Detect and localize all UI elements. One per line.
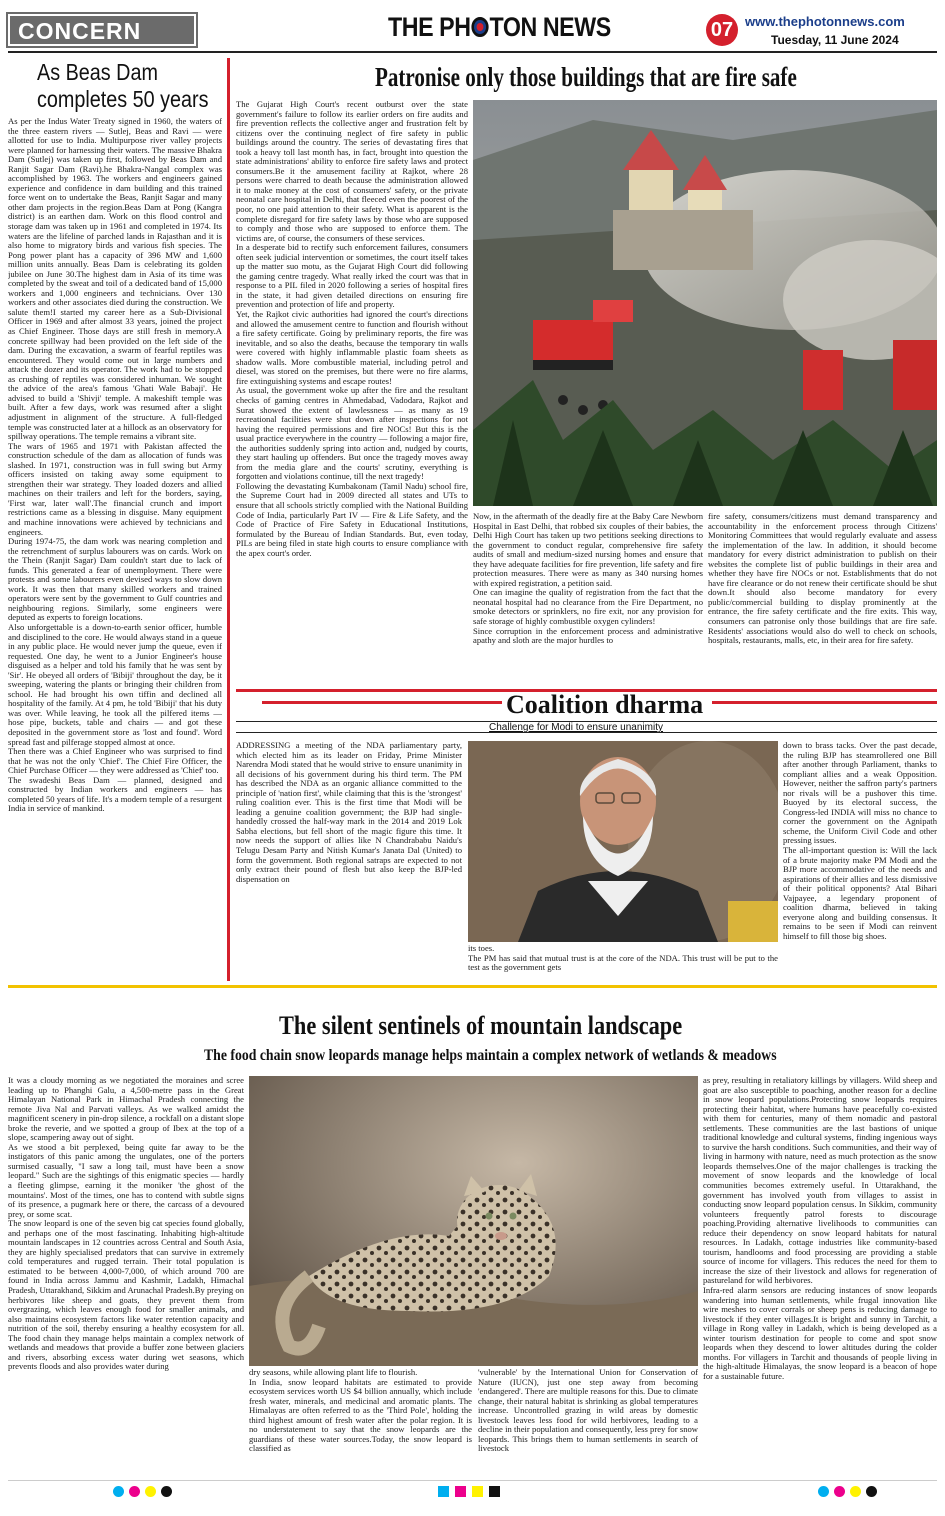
leopard-column-3	[478, 1368, 698, 1472]
beas-paragraph: The swadeshi Beas Dam — planned, designed and constructed by Indian workers and engineers — has completed 50 years of life. It's a modern temple of a resurgent India in service of mankind.	[8, 774, 222, 814]
headline-bar-left	[262, 701, 502, 704]
section-rule-yellow	[8, 985, 937, 988]
beas-headline-line2: completes 50 years	[37, 86, 209, 112]
masthead-right: TON NEWS	[489, 12, 611, 42]
section-tab	[8, 14, 196, 46]
leopard-subhead: The food chain snow leopards manage helps maintain a complex network of wetlands & meadows	[204, 1047, 777, 1064]
page-number: 07	[706, 14, 738, 46]
coalition-column-2	[468, 944, 778, 981]
fire-column-2	[473, 512, 703, 684]
portrait-photo	[468, 741, 778, 942]
cmyk-squares-center	[438, 1486, 500, 1497]
magenta-dot-icon	[834, 1486, 845, 1497]
masthead-left: THE PH	[388, 12, 471, 42]
leopard-headline: The silent sentinels of mountain landscape	[279, 1011, 683, 1040]
masthead	[388, 12, 611, 43]
cyan-dot-icon	[818, 1486, 829, 1497]
beas-article	[8, 117, 222, 981]
leopard-paragraph: Infra-red alarm sensors are reducing instances of snow leopards wandering into human settlements, while frugal innovation like wire meshes to cover corrals or sheep pens is reducing damage to livestock if they enter villages.It is bright and sunny in Tarchit, a village in Rong valley in Ladakh, which is being developed as a winter tourism destination for people to come and spot snow leopards when they descend to lower altitudes during the colder months. For villagers in Tarchit and thousands of people living in the high-altitude Himalayas, the snow leopard is a beacon of hope for a sustainable future.	[703, 1285, 937, 1381]
site-link[interactable]: www.thephotonnews.com	[745, 14, 905, 29]
coalition-headline: Coalition dharma	[506, 690, 704, 719]
coalition-subhead: Challenge for Modi to ensure unanimity	[489, 722, 663, 733]
fire-column-1	[236, 100, 468, 684]
black-square-icon	[489, 1486, 500, 1497]
leopard-paragraph: 'vulnerable' by the International Union for Conservation of Nature (IUCN), just one step away from becoming 'endangered'. There are multiple reasons for this. Due to climate change, their natural habitat is shrinking as global temperatures increase. Uncontrolled grazing in wild areas by domestic livestock leaves less food for wild herbivores, leading to a decline in their population and consequently, less prey for snow leopards. This brings them to human settlements in search of livestock	[478, 1368, 698, 1454]
leopard-paragraph: dry seasons, while allowing plant life to flourish.	[249, 1368, 418, 1377]
black-dot-icon	[161, 1486, 172, 1497]
header-rule	[8, 51, 937, 53]
leopard-column-2	[249, 1368, 472, 1472]
cmyk-dots-left	[113, 1486, 172, 1497]
leopard-column-1	[8, 1076, 244, 1472]
fire-paragraph: Now, in the aftermath of the deadly fire at the Baby Care Newborn Hospital in East Delhi, that robbed six couples of their babies, the Delhi High Court has taken up two petitions seeking directions to the government to conduct regular, comprehensive fire safety audits of small and medium-sized nursing homes and ensure that they have adequate facilities for fire prevention, life safety and fire protection measures. There were as many as 340 nursing homes with expired registration, a petition said.	[473, 512, 703, 588]
fire-paragraph: In a desperate bid to rectify such enforcement failures, consumers often seek judicial intervention or sometimes, the court itself takes up the matter suo motu, as the Gujarat High Court did following the gaming centre tragedy. What really irked the court was that in response to a PIL filed in 2020 following a series of hospital fires in the state, it had given detailed directions on ensuring fire prevention and protection of life and property.	[236, 242, 468, 310]
fire-paragraph: As usual, the government woke up after the fire and the resultant checks of gaming centres in Ahmedabad, Vadodara, Rajkot and Surat showed the extent of lawlessness — as many as 19 recreational facilities were shut down after inspections for not having the required permissions and fire NOCs! But this is the usual practice everywhere in the country — following a major fire, the authorities suddenly spring into action and, nudged by courts, they start hauling up offenders. But once the tragedy moves away from the media glare and the courts' scrutiny, everything is forgotten and violations continue, till the next tragedy!	[236, 385, 468, 482]
cyan-square-icon	[438, 1486, 449, 1497]
yellow-square-icon	[472, 1486, 483, 1497]
fire-paragraph: fire safety, consumers/citizens must demand transparency and accountability in the enforcement process through Citizens' Monitoring Committees that would regularly evaluate and assess the implementation of the law. In addition, it should become mandatory for every district administration to publish on their websites the complete list of public buildings in their area and whether they have fire NOCs or not. Establishments that do not have fire clearance or do not renew their certificate should be shut down.It should also become mandatory for every public/commercial building to display prominently at the entrance, the fire safety certificate and the fire exits. This way, consumers can patronise only those buildings that are fire safe. Residents' associations would also do well to check on schools, hospitals, restaurants, malls, etc, in their area for fire safety.	[708, 512, 937, 646]
yellow-dot-icon	[145, 1486, 156, 1497]
beas-paragraph: During 1974-75, the dam work was nearing completion and the retrenchment of surplus labourers was on cards. Work on the Thein (Ranjit Sagar) Dam couldn't start due to lack of funds. This generated a fear of unemployment. There were protests and some labourers even devised ways to slow down work. It was then that many skilled workers and trained operators were sent by the government to Gulf countries and neighbouring regions. Similarly, some engineers were deputed as experts to foreign locations.	[8, 536, 222, 623]
fire-paragraph: Following the devastating Kumbakonam (Tamil Nadu) school fire, the Supreme Court had in 2009 directed all states and UTs to ensure that all schools strictly complied with the National Building Code of India, particularly Part IV — Fire & Life Safety, and the Code of Practice of Fire Safety in Educational Institutions, formulated by the Bureau of Indian Standards. But, even today, PILs are being filed in state high courts to ensure compliance with the apex court's order.	[236, 480, 468, 558]
coalition-paragraph: its toes.	[468, 944, 495, 953]
coalition-paragraph: The PM has said that mutual trust is at the core of the NDA. This trust will be put to the test as the government gets	[468, 952, 778, 973]
fire-paragraph: Yet, the Rajkot civic authorities had ignored the court's directions and allowed the amusement centre to function and flourish without a fire safety certificate. Going by preliminary reports, the fire was inevitable, and so also the deaths, because the temporary tin walls were covered with highly inflammable plastic foam sheets as shadow walls. More combustible material, including petrol and diesel, was stored on the premises, but there were no fire alarms, fire extinguishing systems and escape routes!	[236, 309, 468, 386]
beas-headline-line1: As Beas Dam	[37, 59, 158, 85]
magenta-square-icon	[455, 1486, 466, 1497]
fire-paragraph: Since corruption in the enforcement process and administrative apathy and sloth are the major hurdles to	[473, 625, 703, 646]
beas-paragraph: As per the Indus Water Treaty signed in 1960, the waters of the three eastern rivers — Sutlej, Beas and Ravi — were allotted for use to India. Multipurpose river valley projects were planned for harnessing their waters. The massive Bhakra Dam (Sutlej) was taken up first, followed by Beas Dam and Ranjit Sagar Dam (Ravi).he Bhakra-Nangal complex was accomplished by 1963. The workers and engineers gained experience and confidence in dam building and this trained force went on to undertake the Beas, Ranjit Sagar and many other dam projects in the region.Beas Dam at Pong (Kangra district) is an earthen dam. Work on this flood control and storage dam was taken up in 1961 and completed in 1974. Its waters are the lifeline of parched lands in Rajasthan and it is also home to migratory birds and various fish species. The Pong power plant has a capacity of 396 MW and 1,600 million units annually. Beas Dam is celebrating its golden jubilee on June 30.The highest dam in Asia of its time was completed by the sweat and toil of a dedicated band of 15,000 workers and 1,000 engineers and technicians. Over 130 workers and other associates died during the construction. We salute them!I started my career here as a Sub-Divisional Officer in 1969 and after almost 33 years, joined the project as Chief Engineer. Those days are still fresh in memory.A concrete spillway had been provided on the left side of the dam. During the excavation, a swarm of fearful reptiles was encountered. They would come out in large numbers and attack the dozer and its operator. The work had to be stopped as crushing of reptiles was considered inhuman. We sought the advice of the area's famous 'Ghati Wale Babaji'. He advised to build a 'Shivji' temple. A makeshift temple was built. After a few days, work was resumed after a slight adjustment in alignment of the structure. A full-fledged temple was constructed later at a hillock as an observatory for spillway operations. The temple remains a vibrant site.	[8, 117, 222, 442]
beas-paragraph: Also unforgettable is a down-to-earth senior officer, humble and disciplined to the core. He would always stand in a queue in any public place. He would never jump the queue, even if requested. One day, he went to a Junior Engineer's house disguised as a helper and told his family that he was sent by 'Sir'. He obeyed all orders of 'Bibiji' throughout the day, be it sweeping, watering the plants or bringing their children from school. He had brought his own tiffin and declined all hospitality of the family. At 4 pm, he told 'Bibiji' that his duty was over. While leaving, he took all the pilfered items — hose pipe, buckets, table and chairs — and got these deposited in the government store as 'lost and found'. Word spread fast and pilferage stopped almost at once.	[8, 621, 222, 747]
magenta-dot-icon	[129, 1486, 140, 1497]
coalition-paragraph: ADDRESSING a meeting of the NDA parliamentary party, which elected him as its leader on Friday, Prime Minister Narendra Modi stated that he would strive to ensure unanimity in all decisions of his government during his third term. The PM has described the NDA as an organic alliance committed to the principle of 'nation first', while claiming that this is the 'strongest' ruling coalition ever. This is the first time that Modi will be leading a genuine coalition government; the BJP had single-handedly crossed the half-way mark in the 2014 and 2019 Lok Sabha elections, but fell short of the magic figure this time. It now needs the support of allies like N Chandrababu Naidu's Telugu Desam Party and Nitish Kumar's Janata Dal (United) to form the government. Both regional satraps are expected to not only extract their pound of flesh but also keep the BJP-led dispensation on	[236, 741, 462, 884]
fire-paragraph: The Gujarat High Court's recent outburst over the state government's failure to follow its earlier orders on fire audits and fire prevention reflects the collective anger and frustration felt by citizens over the continuing neglect of fire safety in public buildings around the country. The series of devastating fires that took a heavy toll last month has, in fact, brought into question the state administrations' ability to enforce fire safety laws and protect consumers.Be it the amusement facility at Rajkot, where 28 persons were charred to death because the administration allowed it to make money at the cost of consumers' safety, or the private neonatal care hospital in Delhi, that fleeced even the poorest of the poor, no one paid attention to their safety. What is apparent is the complete disregard for fire safety laws by those who are supposed to comply and those who are supposed to enforce them. The victims are, of course, the consumers of these services.	[236, 100, 468, 243]
yellow-dot-icon	[850, 1486, 861, 1497]
leopard-paragraph: The snow leopard is one of the seven big cat species found globally, and perhaps one of the most fascinating. Inhabiting high-altitude mountain landscapes in 12 countries across Central and South Asia, they are highly specialised predators that can survive in extremely cold temperatures and rugged terrain. Their total population is estimated to be between 4,000-7,000, of which around 700 are found in India across Jammu and Kashmir, Ladakh, Himachal Pradesh, Uttarakhand, Sikkim and Arunachal Pradesh.By preying on herbivores like sheep and goats, they prevent them from overgrazing, which leaves enough food for smaller animals, and also maintains ecosystem factors like water retention capacity and nutrition of the soil, thereby ensuring a healthy ecosystem for all. The food chain they manage helps maintain a complex network of wetlands and meadows that provide a buffer zone between glaciers and rivers, absorbing excess water during wet seasons, which prevents floods and also provides water during	[8, 1218, 244, 1372]
camera-lens-logo-icon	[471, 17, 488, 37]
issue-date: Tuesday, 11 June 2024	[771, 33, 899, 47]
coalition-column-3	[783, 741, 937, 981]
fire-scene-photo	[473, 100, 937, 506]
section-label: CONCERN	[18, 18, 142, 44]
leopard-column-4	[703, 1076, 937, 1472]
leopard-paragraph: As we stood a bit perplexed, being quite far away to be the instigators of this panic among the ungulates, one of the porters surmised casually, "I saw a long tail, must have been a snow leopard." Such are the sightings of this enigmatic species — hardly a fleeting glimpse, earning it the moniker 'the ghost of the mountains'. Most of the times, one has to contend with subtle signs of its presence, a pugmark here or there, the carcass of a devoured prey, or some scat.	[8, 1141, 244, 1219]
cmyk-dots-right	[818, 1486, 877, 1497]
snow-leopard-photo	[249, 1076, 698, 1366]
fire-headline: Patronise only those buildings that are fire safe	[375, 62, 797, 92]
coalition-paragraph: down to brass tacks. Over the past decade, the ruling BJP has steamrollered one Bill after another through Parliament, thanks to compliant allies and a weak Opposition. However, neither the saffron party's partners nor rivals will be a pushover this time. Buoyed by its electoral success, the Congress-led INDIA will miss no chance to corner the government on the Agnipath scheme, the Uniform Civil Code and other pressing issues.	[783, 741, 937, 846]
headline-bar-right	[712, 701, 937, 704]
fire-column-3	[708, 512, 937, 684]
beas-paragraph: Then there was a Chief Engineer who was surprised to find that he was not the only 'Chief'. The Chief Fire Officer, the Chief Purchase Officer — they were addressed as 'Chief' too.	[8, 746, 222, 776]
leopard-paragraph: as prey, resulting in retaliatory killings by villagers. Wild sheep and goat are also susceptible to poaching, another reason for a decline in snow leopard populations.Protecting snow leopards requires protecting their habitat, where humans have peacefully co-existed with them for centuries, many of them nomadic and pastoral settlements. These communities are the last bastions of unique traditional knowledge and cultural systems, finding ingenious ways to survive the harsh conditions. Such communities, and their way of living in harmony with nature, need as much protection as the snow leopards themselves.One of the major challenges is tracking the movement of snow leopards and the knowledge of local communities becomes extremely useful. In Uttarakhand, the government has involved youth from villages to assist in conducting snow leopard population census. In Sikkim, community volunteers frequently patrol forests to discourage poaching.Providing alternative livelihoods to communities can reduce their dependency on snow leopard habitats for natural resources. In Ladakh, cottage industries like community-based tourism, handlooms and food processing are providing a stable source of income for villagers. This reduces the need for them to increase the size of their livestock and allows for regeneration of pastureland for wild herbivores.	[703, 1076, 937, 1286]
coalition-paragraph: The all-important question is: Will the lack of a brute majority make PM Modi and the BJP more accommodative of the needs and aspirations of their allies and less dismissive of their political opponents? Atal Bihari Vajpayee, a legendary proponent of coalition dharma, believed in taking everyone along and building consensus. It remains to be seen if Modi can reinvent himself to fill those big shoes.	[783, 845, 937, 941]
leopard-paragraph: It was a cloudy morning as we negotiated the moraines and scree leading up to Phanghi Galu, a 4,500-metre pass in the Great Himalayan National Park in Himachal Pradesh connecting the remote Jiva Nal and Parvati valleys. As we walked amidst the magnificent scenery in pin-drop silence, a rockfall on a distant slope broke the reverie, and we spotted a group of Ibex at the top of a slope, scampering away out of sight.	[8, 1076, 244, 1143]
leopard-paragraph: In India, snow leopard habitats are estimated to provide ecosystem services worth US $4 billion annually, which include fresh water, minerals, and medicinal and aromatic plants. The Himalayas are often referred to as the 'Third Pole', holding the third highest amount of fresh water after the polar region. It is no understatement to say that the snow leopards are the guardians of these water sources.Today, the snow leopard is classified as	[249, 1376, 472, 1454]
footer-rule	[8, 1480, 937, 1481]
beas-paragraph: The wars of 1965 and 1971 with Pakistan affected the construction schedule of the dam as allocation of funds was slashed. In 1971, construction was in full swing but Army officers insisted on taking away some equipment to strengthen their war strategy. They loaded dozers and allied machines on their trailers and left for the borders, saying, 'First war, later wall'.The financial crunch and import restrictions came as a blessing in disguise. Many equipment and machine innovations were achieved by technicians and engineers.	[8, 440, 222, 537]
fire-paragraph: One can imagine the quality of registration from the fact that the neonatal hospital had no clearance from the Fire Department, no smoke detectors or sprinklers, no fire exit, nor any provision for safe storage of highly combustible oxygen cylinders!	[473, 587, 703, 627]
column-divider-red	[227, 58, 230, 981]
coalition-column-1	[236, 741, 462, 981]
black-dot-icon	[866, 1486, 877, 1497]
cyan-dot-icon	[113, 1486, 124, 1497]
